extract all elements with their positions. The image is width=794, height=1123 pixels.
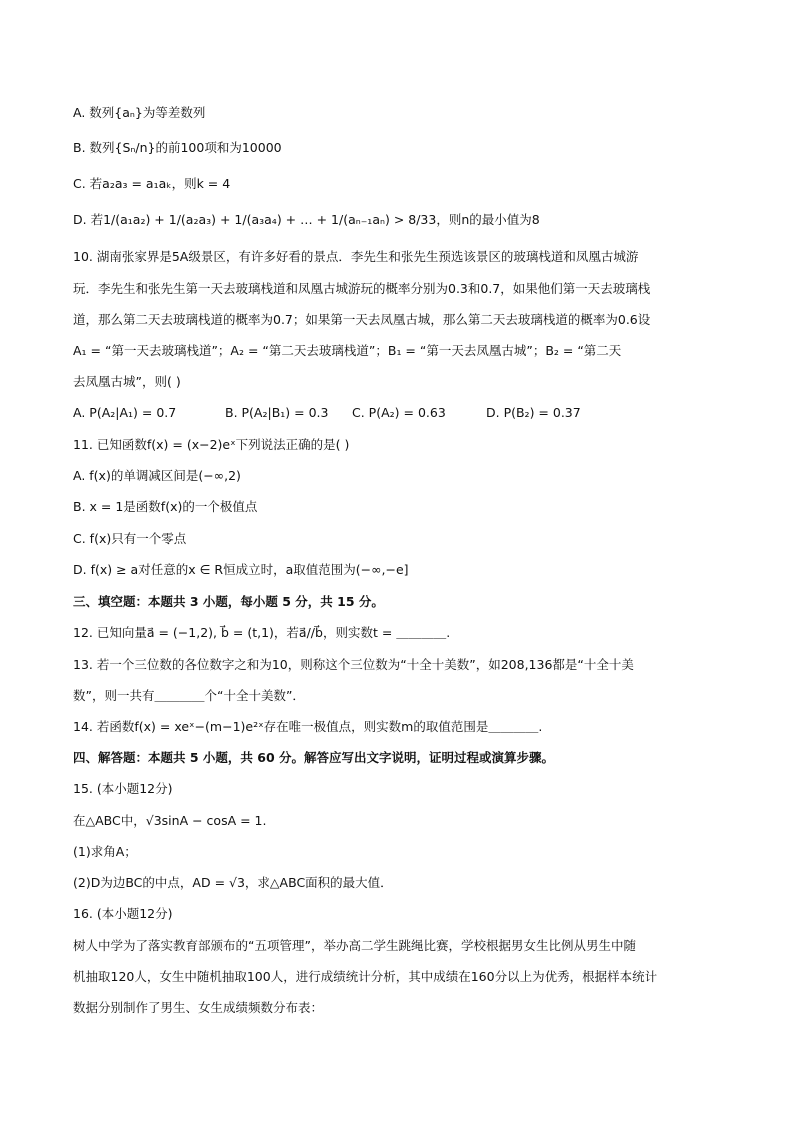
q10-stem-line1: 10. 湖南张家界是5A级景区，有许多好看的景点．李先生和张先生预选该景区的玻璃栈道和凤凰古城游 [73, 249, 639, 264]
q10-stem-line5: 去凤凰古城”，则( ) [73, 374, 181, 389]
q10-option-c: C. P(A₂) = 0.63 [352, 405, 446, 420]
q11-option-b: B. x = 1是函数f(x)的一个极值点 [73, 499, 258, 514]
q11-option-a: A. f(x)的单调减区间是(−∞,2) [73, 468, 241, 483]
section-solution-heading: 四、解答题：本题共 5 小题，共 60 分。解答应写出文字说明，证明过程或演算步骤。 [73, 750, 555, 765]
q13-stem-line2: 数”，则一共有＿＿＿＿个“十全十美数”． [73, 688, 305, 703]
q10-option-d: D. P(B₂) = 0.37 [486, 405, 581, 420]
q9-option-a: A. 数列{aₙ}为等差数列 [73, 105, 206, 120]
q16-stem-line2: 机抽取120人，女生中随机抽取100人，进行成绩统计分析，其中成绩在160分以上为优秀，根据样本统计 [73, 969, 658, 984]
q10-stem-line2: 玩．李先生和张先生第一天去玻璃栈道和凤凰古城游玩的概率分别为0.3和0.7，如果他们第一天去玻璃栈 [73, 281, 651, 296]
q11-stem: 11. 已知函数f(x) = (x−2)eˣ下列说法正确的是( ) [73, 437, 350, 452]
q15-part2: (2)D为边BC的中点，AD = √3，求△ABC面积的最大值． [73, 875, 393, 890]
q13-stem-line1: 13. 若一个三位数的各位数字之和为10，则称这个三位数为“十全十美数”，如208,136都是“十全十美 [73, 657, 634, 672]
q15-heading: 15. (本小题12分) [73, 781, 173, 796]
q10-options [73, 404, 733, 422]
q9-option-d: D. 若1/(a₁a₂) + 1/(a₂a₃) + 1/(a₃a₄) + … + 1/(aₙ₋₁aₙ) > 8/33，则n的最小值为8 [73, 212, 540, 227]
q14-stem: 14. 若函数f(x) = xeˣ−(m−1)e²ˣ存在唯一极值点，则实数m的取值范围是＿＿＿＿. [73, 719, 543, 734]
q11-option-d: D. f(x) ≥ a对任意的x ∈ R恒成立时，a取值范围为(−∞,−e] [73, 562, 409, 577]
q16-stem-line1: 树人中学为了落实教育部颁布的“五项管理”，举办高二学生跳绳比赛，学校根据男女生比例从男生中随 [73, 938, 636, 953]
q11-option-c: C. f(x)只有一个零点 [73, 531, 187, 546]
q10-option-b: B. P(A₂|B₁) = 0.3 [225, 405, 329, 420]
q9-option-b: B. 数列{Sₙ/n}的前100项和为10000 [73, 140, 282, 155]
q10-option-a: A. P(A₂|A₁) = 0.7 [73, 405, 177, 420]
q10-stem-line4: A₁ = “第一天去玻璃栈道”；A₂ = “第二天去玻璃栈道”；B₁ = “第一天去凤凰古城”；B₂ = “第二天 [73, 343, 622, 358]
q15-part1: (1)求角A； [73, 844, 137, 859]
q9-option-c: C. 若a₂a₃ = a₁aₖ，则k = 4 [73, 176, 231, 191]
q16-stem-line3: 数据分别制作了男生、女生成绩频数分布表： [73, 1000, 324, 1015]
q15-stem: 在△ABC中，√3sinA − cosA = 1. [73, 813, 267, 828]
q10-stem-line3: 道，那么第二天去玻璃栈道的概率为0.7；如果第一天去凤凰古城，那么第二天去玻璃栈道的概率为0.6设 [73, 312, 651, 327]
q12-stem: 12. 已知向量a⃗ = (−1,2), b⃗ = (t,1)，若a⃗//b⃗，则实数t = ＿＿＿＿. [73, 625, 451, 640]
section-fill-in-heading: 三、填空题：本题共 3 小题，每小题 5 分，共 15 分。 [73, 594, 384, 609]
q16-heading: 16. (本小题12分) [73, 906, 173, 921]
